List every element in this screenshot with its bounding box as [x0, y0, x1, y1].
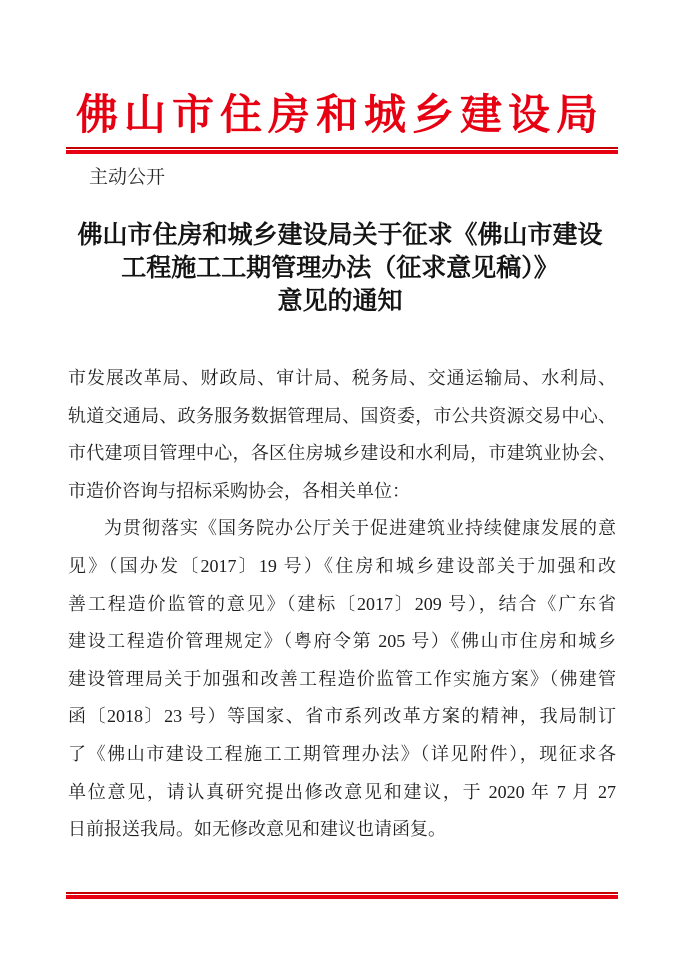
- body-line: 见》（国办发〔2017〕19 号）《住房和城乡建设部关于加强和改: [68, 555, 616, 576]
- body-line: 了《佛山市建设工程施工工期管理办法》（详见附件），现征求各: [68, 743, 616, 764]
- divider-thick-line: [66, 150, 618, 154]
- divider-thick-line: [66, 895, 618, 899]
- body-line: 为贯彻落实《国务院办公厅关于促进建筑业持续健康发展的意: [104, 518, 616, 539]
- footer-closing-rule: [66, 892, 618, 900]
- recipients-line: 市发展改革局、财政局、审计局、税务局、交通运输局、水利局、: [68, 368, 616, 388]
- agency-letterhead-title: 佛山市住房和城乡建设局: [75, 93, 604, 139]
- document-body: [68, 360, 616, 849]
- disclosure-label: 主动公开: [89, 167, 166, 188]
- body-line: 建设管理局关于加强和改善工程造价监管工作实施方案》（佛建管: [68, 668, 616, 689]
- recipients-line: 市造价咨询与招标采购协会，各相关单位：: [68, 480, 410, 501]
- recipients-line: 轨道交通局、政务服务数据管理局、国资委，市公共资源交易中心、: [68, 405, 616, 426]
- body-line: 单位意见，请认真研究提出修改意见和建议，于 2020 年 7 月 27: [68, 781, 616, 802]
- body-line: 函〔2018〕23 号）等国家、省市系列改革方案的精神，我局制订: [68, 706, 616, 727]
- body-line: 善工程造价监管的意见》（建标〔2017〕209 号），结合《广东省: [68, 593, 616, 614]
- recipients-line: 市代建项目管理中心，各区住房城乡建设和水利局，市建筑业协会、: [68, 443, 616, 464]
- document-title-line: 工程施工工期管理办法（征求意见稿）》: [121, 255, 559, 282]
- document-title: [40, 219, 640, 318]
- body-line: 建设工程造价管理规定》（粤府令第 205 号）《佛山市住房和城乡: [68, 631, 616, 652]
- letterhead-divider-rule: [66, 147, 618, 155]
- document-title-line: 佛山市住房和城乡建设局关于征求《佛山市建设: [77, 222, 603, 249]
- document-title-line: 意见的通知: [277, 288, 403, 315]
- body-line: 日前报送我局。如无修改意见和建议也请函复。: [68, 819, 446, 840]
